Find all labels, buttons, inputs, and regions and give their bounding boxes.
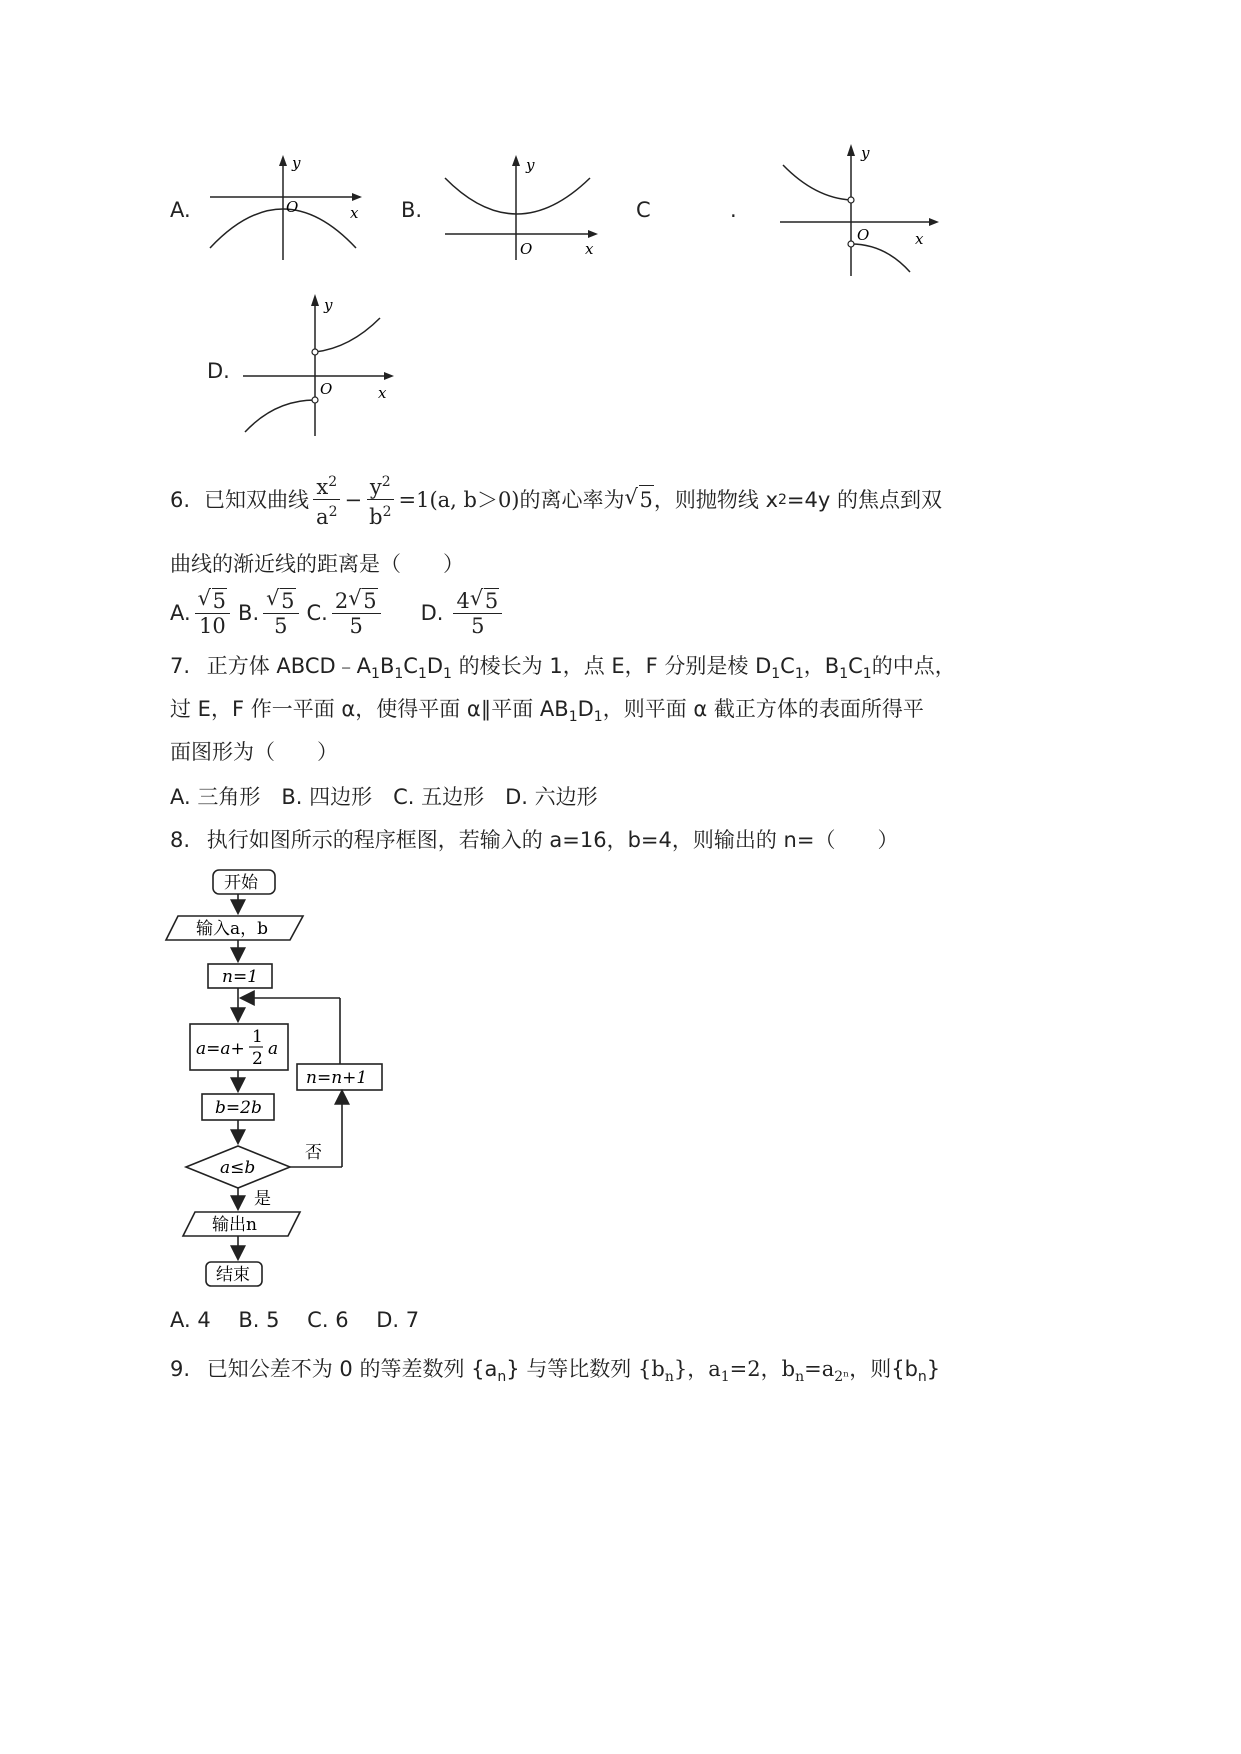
q7-line1: 7. 正方体 $ABCD﹣A_1B_1C_1D_1$ 的棱长为 1，点 E，F 分别是棱 $D_1C_1$，$B_1C_1$的中点， bbox=[170, 654, 956, 683]
flow-incr-text: n=n+1 bbox=[306, 1068, 368, 1088]
q9-bn-open: {b bbox=[638, 1357, 665, 1381]
q6-option-d-value bbox=[453, 588, 502, 638]
q6-frac1-den: a bbox=[316, 505, 329, 529]
q9-text-2: 与等比数列 bbox=[526, 1357, 632, 1381]
option-d-label: D. bbox=[207, 359, 230, 383]
q9-bn3-open: {b bbox=[891, 1357, 918, 1381]
q6-minus: − bbox=[344, 487, 363, 512]
graph-c bbox=[775, 140, 945, 280]
q6-text-4: =4y 的焦点到双 bbox=[786, 487, 942, 512]
q6-text-1: 已知双曲线 bbox=[204, 487, 310, 512]
q6-fraction-x2-a2 bbox=[313, 470, 340, 529]
q7-line3: 面图形为（ ） bbox=[170, 740, 338, 764]
graph-a bbox=[200, 150, 370, 265]
q6-frac1-num: x bbox=[316, 475, 329, 499]
q6-fraction-y2-b2 bbox=[366, 470, 394, 529]
q9-a2n-sub: 2ⁿ bbox=[834, 1369, 850, 1386]
flow-no-label: 否 bbox=[305, 1143, 322, 1163]
q7-line1-e: C bbox=[848, 654, 863, 678]
q6-option-d-label: D. bbox=[420, 601, 444, 625]
q6-option-a-label: A. bbox=[170, 601, 191, 625]
graph-c-y-label: y bbox=[861, 144, 870, 162]
q8-number: 8. bbox=[170, 828, 191, 852]
q9-an-close: } bbox=[506, 1357, 520, 1381]
flow-step-a-right: a bbox=[268, 1039, 279, 1059]
q8-flowchart bbox=[160, 862, 390, 1292]
graph-d-origin: O bbox=[320, 380, 333, 398]
q6-option-b-label: B. bbox=[238, 601, 260, 625]
q9-text-3: ，a bbox=[687, 1357, 721, 1381]
q9-number: 9. bbox=[170, 1357, 191, 1381]
q9-line1 bbox=[170, 1355, 940, 1391]
option-c-dot: . bbox=[730, 198, 737, 222]
q6-option-d-den: 5 bbox=[471, 614, 485, 638]
flow-output-text: 输出n bbox=[212, 1215, 257, 1235]
q9-a1-sub: 1 bbox=[720, 1369, 730, 1386]
q6-frac2-num: y bbox=[369, 475, 382, 499]
graph-d-y-label: y bbox=[324, 296, 333, 314]
q7-line1-d: ，B bbox=[803, 654, 840, 678]
q6-condition: =1(a, b＞0) bbox=[398, 487, 520, 512]
q6-options bbox=[170, 588, 506, 638]
graph-b-y-label: y bbox=[526, 156, 535, 174]
q6-frac1-den-sup: 2 bbox=[328, 504, 338, 520]
q6-frac2-den: b bbox=[369, 505, 383, 529]
q9-bn3-close: } bbox=[926, 1357, 941, 1381]
q9-text-5: =a bbox=[804, 1357, 835, 1381]
q7-line2-c: ，则平面 α 截正方体的表面所得平 bbox=[602, 697, 924, 721]
q9-text-4: =2，b bbox=[729, 1357, 796, 1381]
q6-option-c-coef: 2 bbox=[334, 589, 349, 613]
q9-bn-close: } bbox=[673, 1357, 688, 1381]
q7-line2-b: D bbox=[577, 697, 594, 721]
q6-frac1-num-sup: 2 bbox=[328, 474, 338, 490]
q6-number: 6. bbox=[170, 487, 191, 512]
flow-start-text: 开始 bbox=[224, 873, 258, 893]
q6-option-b-num: 5 bbox=[281, 589, 295, 613]
q6-sup-2: 2 bbox=[778, 491, 787, 508]
q8-options: A. 4 B. 5 C. 6 D. 7 bbox=[170, 1308, 420, 1332]
flow-step-a-num: 1 bbox=[252, 1027, 263, 1047]
q6-sqrt5 bbox=[625, 485, 654, 514]
option-b-label: B. bbox=[401, 198, 423, 222]
q6-option-c-num: 5 bbox=[363, 589, 377, 613]
q8-line1 bbox=[170, 826, 898, 854]
q7-line2-a: 过 E，F 作一平面 α，使得平面 α∥平面 AB bbox=[170, 697, 569, 721]
flow-init-text: n=1 bbox=[222, 967, 259, 987]
q7-number: 7. bbox=[170, 654, 191, 678]
flow-step-a-left: a=a+ bbox=[196, 1039, 245, 1059]
q7-line1-b: 的棱长为 1，点 E，F 分别是棱 D bbox=[458, 654, 772, 678]
q9-text-1: 已知公差不为 0 的等差数列 bbox=[206, 1357, 465, 1381]
graph-c-origin: O bbox=[857, 226, 870, 244]
q9-bn-sub: n bbox=[664, 1369, 674, 1386]
q6-option-c-den: 5 bbox=[349, 614, 363, 638]
graph-a-y-label: y bbox=[292, 154, 301, 172]
flow-step-b-text: b=2b bbox=[215, 1098, 262, 1118]
graph-d bbox=[240, 290, 405, 440]
flow-step-a-den: 2 bbox=[252, 1049, 263, 1069]
q8-text: 执行如图所示的程序框图，若输入的 a=16，b=4，则输出的 n=（ ） bbox=[206, 828, 899, 852]
graph-a-x-label: x bbox=[350, 204, 359, 222]
q6-option-b-value bbox=[263, 588, 298, 638]
flow-condition-text: a≤b bbox=[220, 1158, 256, 1178]
q6-text-2: 的离心率为 bbox=[519, 487, 625, 512]
q6-sqrt5-value: 5 bbox=[639, 485, 654, 514]
graph-b-origin: O bbox=[520, 240, 533, 258]
q6-frac2-den-sup: 2 bbox=[382, 504, 392, 520]
q7-options: A. 三角形 B. 四边形 C. 五边形 D. 六边形 bbox=[170, 785, 598, 809]
option-a-label: A. bbox=[170, 198, 191, 222]
flow-yes-label: 是 bbox=[254, 1189, 271, 1209]
q7-line1-a: 正方体 ABCD﹣A bbox=[206, 654, 372, 678]
flow-end-text: 结束 bbox=[216, 1265, 250, 1285]
q9-an-sub: n bbox=[497, 1369, 507, 1386]
graph-b-x-label: x bbox=[585, 240, 594, 258]
q6-option-b-den: 5 bbox=[274, 614, 288, 638]
option-c-label: C bbox=[636, 198, 651, 222]
q6-option-d-num: 5 bbox=[484, 589, 499, 613]
q6-option-a-value bbox=[195, 588, 230, 638]
q6-line2: 曲线的渐近线的距离是（ ） bbox=[170, 552, 464, 576]
flow-input-text: 输入a，b bbox=[196, 919, 269, 939]
q7-line1-f: 的中点， bbox=[871, 654, 956, 678]
q7-line1-c: C bbox=[780, 654, 795, 678]
q6-text-3: ，则抛物线 x bbox=[653, 487, 778, 512]
graph-d-x-label: x bbox=[378, 384, 387, 402]
q6-option-c-label: C. bbox=[306, 601, 328, 625]
q9-an-open: {a bbox=[471, 1357, 498, 1381]
q6-option-c-value bbox=[332, 588, 381, 638]
q9-bn2-sub: n bbox=[795, 1369, 805, 1386]
q9-bn3-sub: n bbox=[917, 1369, 927, 1386]
q6-option-a-den: 10 bbox=[198, 614, 226, 638]
q9-text-6: ，则 bbox=[849, 1357, 892, 1381]
graph-b bbox=[440, 150, 610, 265]
graph-a-origin: O bbox=[286, 198, 299, 216]
q6-option-d-coef: 4 bbox=[456, 589, 470, 613]
graph-c-x-label: x bbox=[915, 230, 924, 248]
q6-option-a-num: 5 bbox=[212, 589, 227, 613]
q6-frac2-num-sup: 2 bbox=[381, 474, 391, 490]
q6-line1 bbox=[170, 470, 942, 529]
q7-line2: 过 E，F 作一平面 α，使得平面 α∥平面 $AB_1D_1$，则平面 α 截正方体的表面所得平 bbox=[170, 697, 924, 726]
